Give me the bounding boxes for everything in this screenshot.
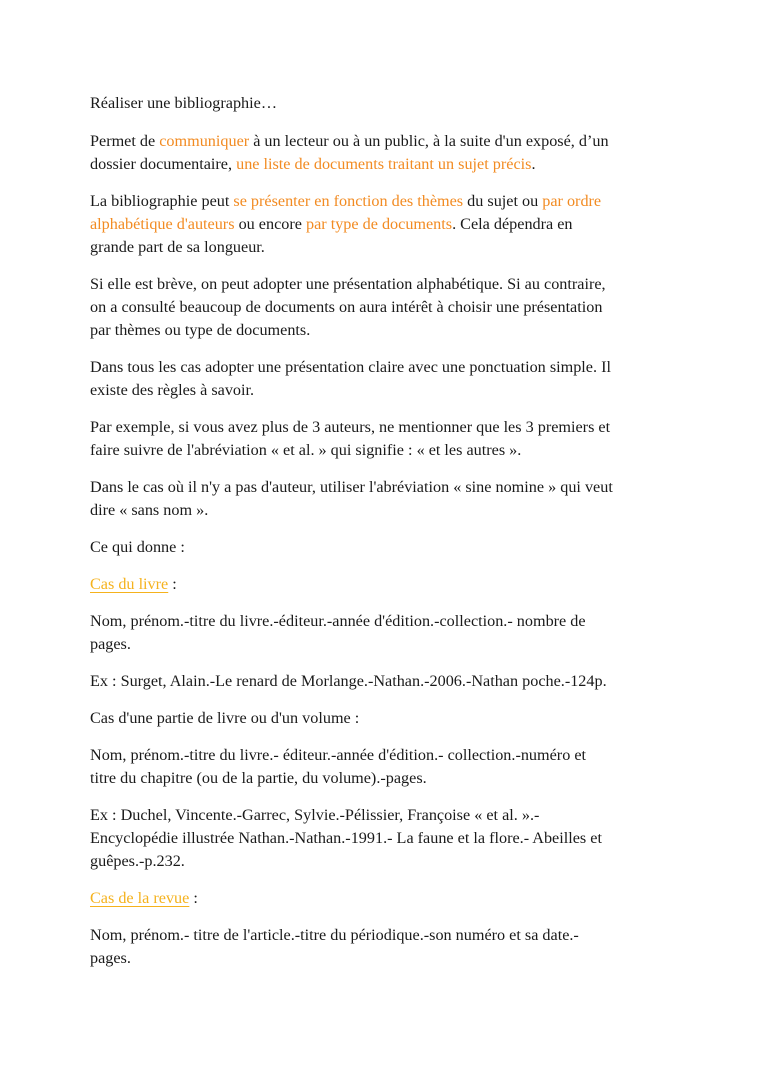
- intro-rest: à un lecteur ou à un public, à la suite d'un exposé, d’un: [249, 132, 609, 150]
- clear-line-2: existe des règles à savoir.: [90, 381, 255, 399]
- review-format-line-1: Nom, prénom.- titre de l'article.-titre du périodique.-son numéro et sa date.-: [90, 926, 579, 944]
- intro-line2-start: dossier documentaire,: [90, 155, 237, 173]
- part-format-line-2: titre du chapitre (ou de la partie, du volume).-pages.: [90, 769, 427, 787]
- part-example-line-1: Ex : Duchel, Vincente.-Garrec, Sylvie.-Pélissier, Françoise « et al. ».-: [90, 806, 540, 824]
- short-line-1: Si elle est brève, on peut adopter une présentation alphabétique. Si au contraire,: [90, 275, 606, 293]
- book-heading: [90, 573, 690, 596]
- order-highlight-alpha: alphabétique d'auteurs: [90, 215, 235, 233]
- book-format-line-2: pages.: [90, 635, 131, 653]
- part-example-line-2: Encyclopédie illustrée Nathan.-Nathan.-1991.- La faune et la flore.- Abeilles et: [90, 829, 602, 847]
- short-line-2: on a consulté beaucoup de documents on aura intérêt à choisir une présentation: [90, 298, 603, 316]
- part-example-line-3: guêpes.-p.232.: [90, 852, 185, 870]
- noauthor-line-1: Dans le cas où il n'y a pas d'auteur, utiliser l'abréviation « sine nomine » qui veut: [90, 478, 613, 496]
- intro-highlight-communiquer: communiquer: [159, 132, 250, 150]
- order-text: ou encore: [234, 215, 306, 233]
- clear-line-1: Dans tous les cas adopter une présentation claire avec une ponctuation simple. Il: [90, 358, 611, 376]
- intro-highlight-list: une liste de documents traitant un sujet précis: [236, 155, 532, 173]
- noauthor-line-2: dire « sans nom ».: [90, 501, 209, 519]
- order-line-1: [90, 190, 690, 213]
- intro-line-1: [90, 130, 690, 153]
- book-format-line-1: Nom, prénom.-titre du livre.-éditeur.-année d'édition.-collection.- nombre de: [90, 612, 586, 630]
- review-heading-colon: :: [189, 889, 198, 907]
- order-highlight-themes: se présenter en fonction des thèmes: [233, 192, 464, 210]
- gives-line: Ce qui donne :: [90, 538, 185, 556]
- order-highlight-type: par type de documents: [305, 215, 453, 233]
- intro-line2-end: .: [531, 155, 536, 173]
- intro-line-2: [90, 153, 690, 176]
- order-text: . Cela dépendra en: [452, 215, 573, 233]
- order-text: La bibliographie peut: [90, 192, 234, 210]
- order-line-3: grande part de sa longueur.: [90, 238, 265, 256]
- short-line-3: par thèmes ou type de documents.: [90, 321, 311, 339]
- order-line-2: [90, 213, 690, 236]
- book-example: Ex : Surget, Alain.-Le renard de Morlange.-Nathan.-2006.-Nathan poche.-124p.: [90, 672, 607, 690]
- review-heading: [90, 887, 690, 910]
- part-format-line-1: Nom, prénom.-titre du livre.- éditeur.-année d'édition.- collection.-numéro et: [90, 746, 587, 764]
- book-heading-colon: :: [168, 575, 177, 593]
- authors-line-1: Par exemple, si vous avez plus de 3 auteurs, ne mentionner que les 3 premiers et: [90, 418, 611, 436]
- order-text: du sujet ou: [463, 192, 543, 210]
- book-heading-link[interactable]: Cas du livre: [90, 575, 169, 593]
- part-heading: Cas d'une partie de livre ou d'un volume :: [90, 709, 360, 727]
- page-title: Réaliser une bibliographie…: [90, 94, 278, 112]
- review-format-line-2: pages.: [90, 949, 131, 967]
- intro-lead: Permet de: [90, 132, 160, 150]
- authors-line-2: faire suivre de l'abréviation « et al. » qui signifie : « et les autres ».: [90, 441, 522, 459]
- review-heading-link[interactable]: Cas de la revue: [90, 889, 190, 907]
- order-highlight-par-ordre: par ordre: [542, 192, 602, 210]
